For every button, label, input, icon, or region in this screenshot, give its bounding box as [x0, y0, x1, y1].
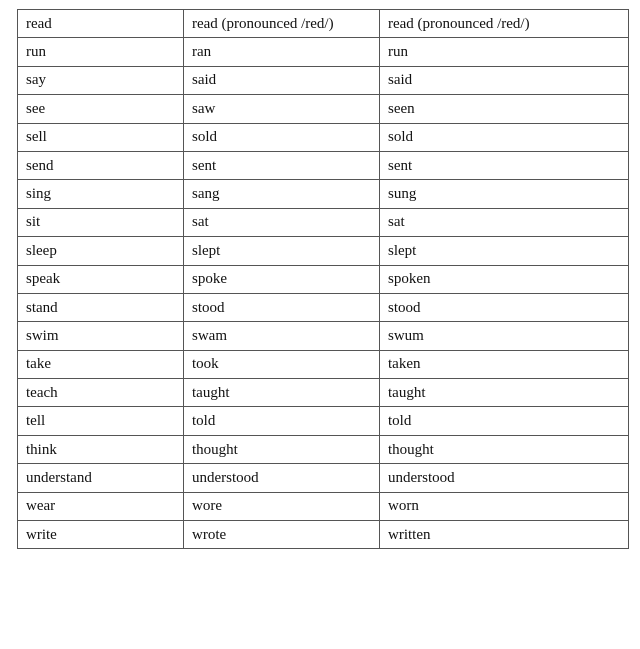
- table-row: [18, 38, 629, 66]
- past-participle-cell: worn: [380, 492, 629, 520]
- table-row: [18, 322, 629, 350]
- table-row: [18, 123, 629, 151]
- base-form-cell: wear: [18, 492, 184, 520]
- table-row: [18, 293, 629, 321]
- past-simple-cell: thought: [184, 435, 380, 463]
- past-simple-cell: read (pronounced /red/): [184, 10, 380, 38]
- table-row: [18, 521, 629, 549]
- past-simple-cell: slept: [184, 237, 380, 265]
- past-participle-cell: written: [380, 521, 629, 549]
- base-form-cell: take: [18, 350, 184, 378]
- table-row: [18, 492, 629, 520]
- past-simple-cell: told: [184, 407, 380, 435]
- base-form-cell: tell: [18, 407, 184, 435]
- table-row: [18, 237, 629, 265]
- table-row: [18, 95, 629, 123]
- past-participle-cell: told: [380, 407, 629, 435]
- base-form-cell: sing: [18, 180, 184, 208]
- table-row: [18, 464, 629, 492]
- past-simple-cell: understood: [184, 464, 380, 492]
- base-form-cell: understand: [18, 464, 184, 492]
- base-form-cell: sit: [18, 208, 184, 236]
- past-participle-cell: spoken: [380, 265, 629, 293]
- past-simple-cell: saw: [184, 95, 380, 123]
- irregular-verbs-table: [17, 9, 629, 549]
- past-participle-cell: sent: [380, 151, 629, 179]
- past-participle-cell: seen: [380, 95, 629, 123]
- verb-table-body: [18, 10, 629, 549]
- past-simple-cell: taught: [184, 379, 380, 407]
- table-row: [18, 265, 629, 293]
- table-row: [18, 10, 629, 38]
- base-form-cell: read: [18, 10, 184, 38]
- base-form-cell: think: [18, 435, 184, 463]
- base-form-cell: sleep: [18, 237, 184, 265]
- table-row: [18, 379, 629, 407]
- past-simple-cell: sat: [184, 208, 380, 236]
- base-form-cell: send: [18, 151, 184, 179]
- base-form-cell: write: [18, 521, 184, 549]
- table-row: [18, 66, 629, 94]
- past-simple-cell: sent: [184, 151, 380, 179]
- past-participle-cell: run: [380, 38, 629, 66]
- past-simple-cell: took: [184, 350, 380, 378]
- past-simple-cell: stood: [184, 293, 380, 321]
- table-row: [18, 407, 629, 435]
- past-simple-cell: sold: [184, 123, 380, 151]
- past-participle-cell: read (pronounced /red/): [380, 10, 629, 38]
- base-form-cell: swim: [18, 322, 184, 350]
- past-simple-cell: wore: [184, 492, 380, 520]
- past-simple-cell: spoke: [184, 265, 380, 293]
- base-form-cell: speak: [18, 265, 184, 293]
- past-simple-cell: said: [184, 66, 380, 94]
- past-participle-cell: sat: [380, 208, 629, 236]
- base-form-cell: say: [18, 66, 184, 94]
- table-row: [18, 435, 629, 463]
- past-participle-cell: stood: [380, 293, 629, 321]
- past-participle-cell: sold: [380, 123, 629, 151]
- table-row: [18, 350, 629, 378]
- past-participle-cell: thought: [380, 435, 629, 463]
- base-form-cell: sell: [18, 123, 184, 151]
- past-participle-cell: swum: [380, 322, 629, 350]
- past-participle-cell: slept: [380, 237, 629, 265]
- past-simple-cell: swam: [184, 322, 380, 350]
- past-simple-cell: wrote: [184, 521, 380, 549]
- base-form-cell: see: [18, 95, 184, 123]
- past-participle-cell: understood: [380, 464, 629, 492]
- past-participle-cell: taught: [380, 379, 629, 407]
- past-simple-cell: sang: [184, 180, 380, 208]
- past-participle-cell: said: [380, 66, 629, 94]
- past-participle-cell: taken: [380, 350, 629, 378]
- table-row: [18, 151, 629, 179]
- table-row: [18, 180, 629, 208]
- past-participle-cell: sung: [380, 180, 629, 208]
- base-form-cell: teach: [18, 379, 184, 407]
- past-simple-cell: ran: [184, 38, 380, 66]
- base-form-cell: stand: [18, 293, 184, 321]
- base-form-cell: run: [18, 38, 184, 66]
- table-row: [18, 208, 629, 236]
